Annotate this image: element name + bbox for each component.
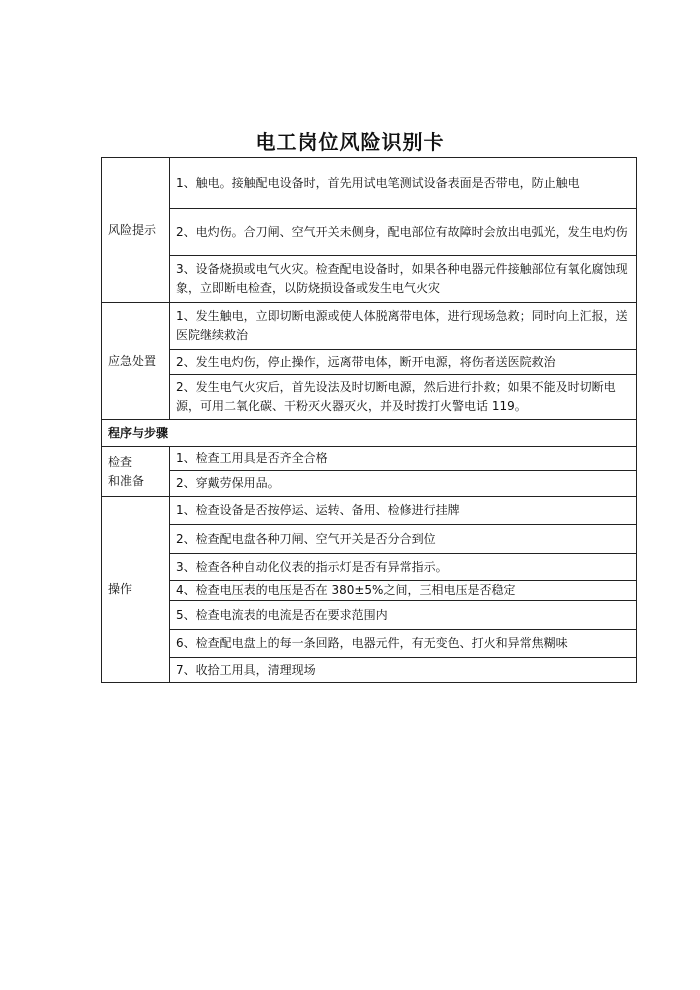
page-title: 电工岗位风险识别卡 <box>255 130 445 154</box>
prepare-item-1: 1、检查工用具是否齐全合格 <box>170 447 637 471</box>
emergency-row-3 <box>102 375 637 420</box>
risk-row-3 <box>102 256 637 303</box>
operation-row-7 <box>102 658 637 683</box>
operation-label: 操作 <box>102 497 170 683</box>
operation-item-3: 3、检查各种自动化仪表的指示灯是否有异常指示。 <box>170 554 637 581</box>
operation-item-6: 6、检查配电盘上的每一条回路，电器元件，有无变色、打火和异常焦糊味 <box>170 630 637 658</box>
procedure-header-row <box>102 420 637 447</box>
risk-card-table <box>101 157 637 683</box>
prepare-label-line-1: 检查 <box>108 454 133 469</box>
emergency-label: 应急处置 <box>102 303 170 420</box>
emergency-row-2 <box>102 350 637 375</box>
risk-row-1 <box>102 158 637 209</box>
prepare-row-1 <box>102 447 637 471</box>
risk-row-2 <box>102 209 637 256</box>
emergency-row-1 <box>102 303 637 350</box>
operation-item-4: 4、检查电压表的电压是否在 380±5%之间，三相电压是否稳定 <box>170 581 637 601</box>
risk-label: 风险提示 <box>102 158 170 303</box>
prepare-item-2: 2、穿戴劳保用品。 <box>170 471 637 497</box>
operation-row-4 <box>102 581 637 601</box>
operation-row-2 <box>102 525 637 554</box>
operation-row-6 <box>102 630 637 658</box>
risk-item-2: 2、电灼伤。合刀闸、空气开关未侧身，配电部位有故障时会放出电弧光，发生电灼伤 <box>170 209 637 256</box>
operation-row-5 <box>102 601 637 630</box>
operation-item-5: 5、检查电流表的电流是否在要求范围内 <box>170 601 637 630</box>
emergency-item-1: 1、发生触电，立即切断电源或使人体脱离带电体，进行现场急救；同时向上汇报，送医院继续救治 <box>170 303 637 350</box>
emergency-item-2: 2、发生电灼伤，停止操作，远离带电体，断开电源，将伤者送医院救治 <box>170 350 637 375</box>
prepare-row-2 <box>102 471 637 497</box>
prepare-label-line-2: 和准备 <box>108 473 145 488</box>
operation-item-2: 2、检查配电盘各种刀闸、空气开关是否分合到位 <box>170 525 637 554</box>
risk-item-1: 1、触电。接触配电设备时，首先用试电笔测试设备表面是否带电，防止触电 <box>170 158 637 209</box>
operation-row-3 <box>102 554 637 581</box>
procedure-section-label: 程序与步骤 <box>102 420 637 447</box>
prepare-label <box>102 447 170 497</box>
operation-item-7: 7、收拾工用具，清理现场 <box>170 658 637 683</box>
operation-item-1: 1、检查设备是否按停运、运转、备用、检修进行挂牌 <box>170 497 637 525</box>
risk-item-3: 3、设备烧损或电气火灾。检查配电设备时，如果各种电器元件接触部位有氧化腐蚀现象，立即断电检查，以防烧损设备或发生电气火灾 <box>170 256 637 303</box>
emergency-item-3: 2、发生电气火灾后，首先设法及时切断电源，然后进行扑救；如果不能及时切断电源，可用二氧化碳、干粉灭火器灭火，并及时拨打火警电话 119。 <box>170 375 637 420</box>
operation-row-1 <box>102 497 637 525</box>
